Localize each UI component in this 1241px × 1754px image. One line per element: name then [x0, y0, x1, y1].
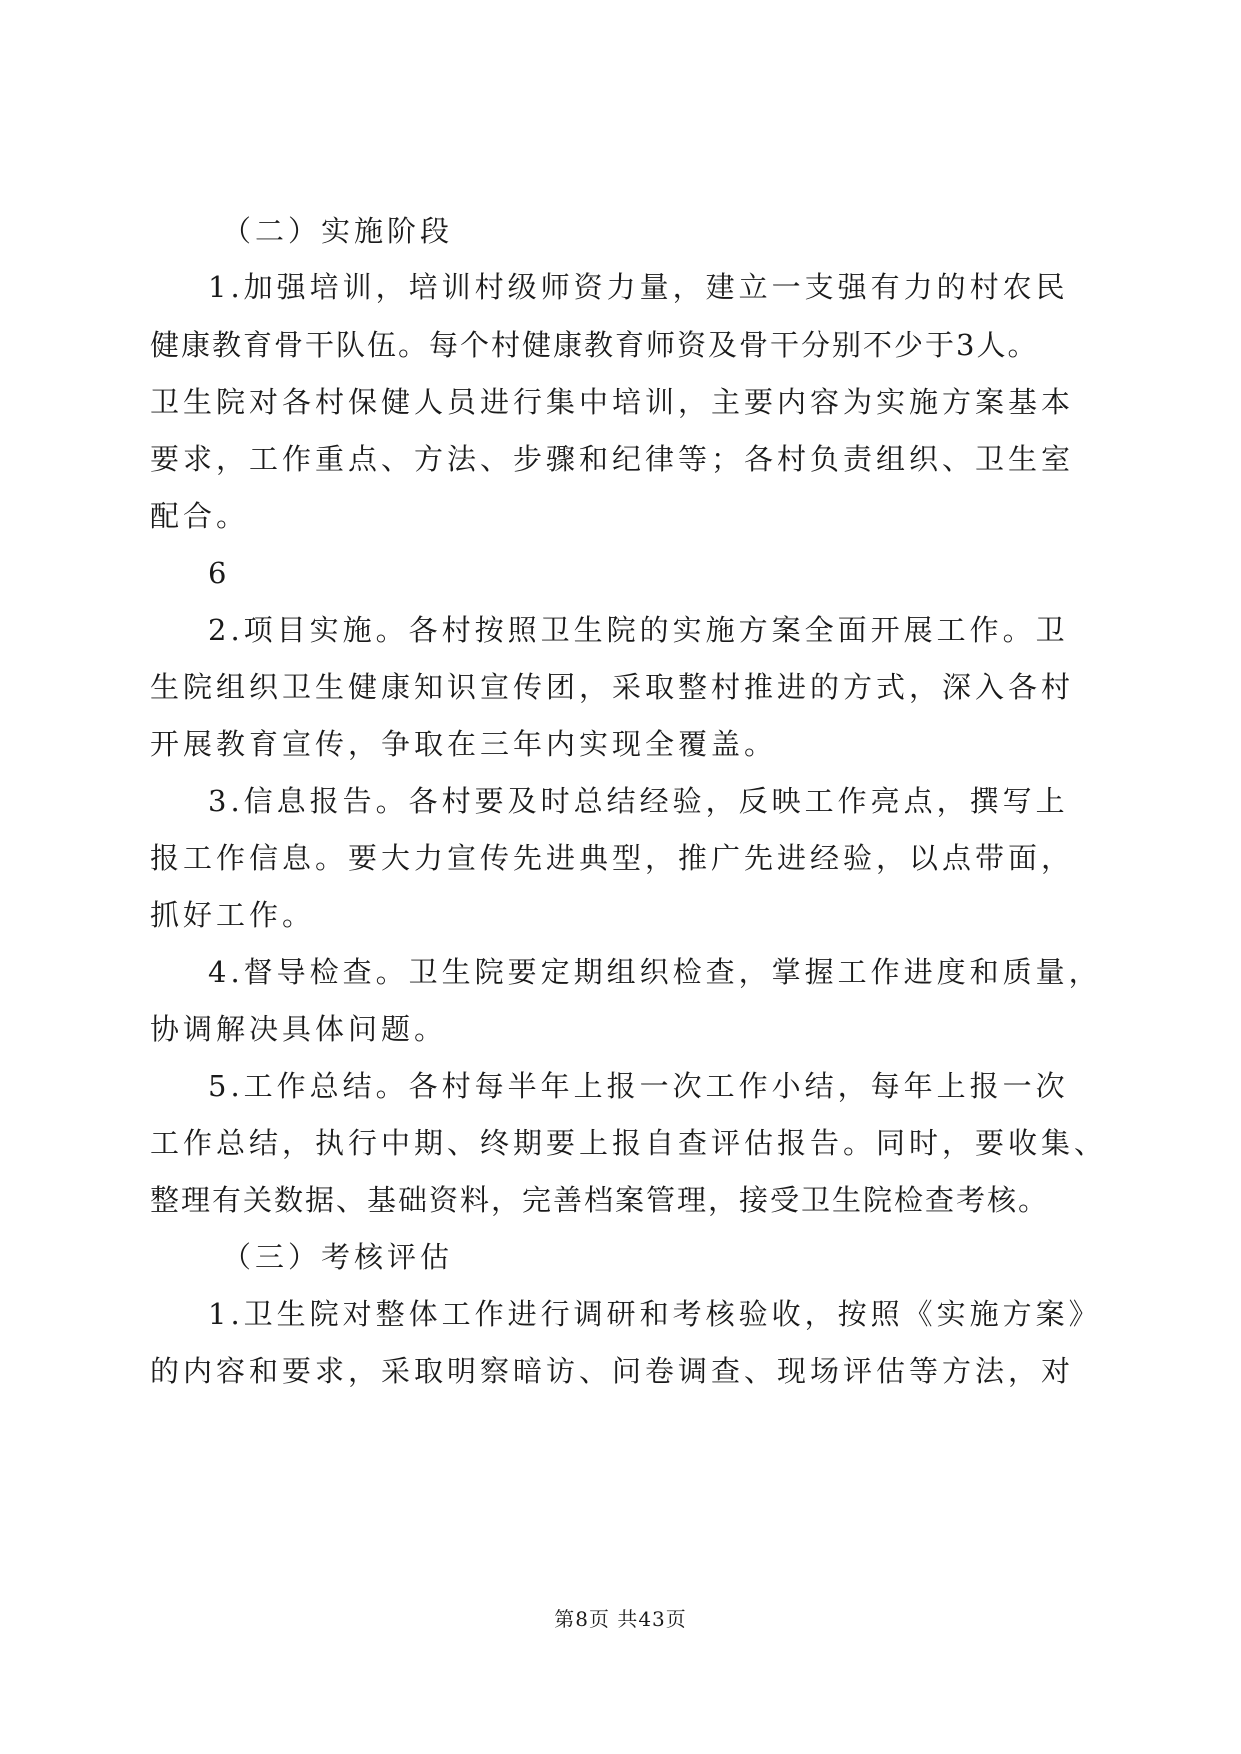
paragraph-line: 开展教育宣传，争取在三年内实现全覆盖。 [150, 727, 778, 761]
paragraph-line: 5.工作总结。各村每半年上报一次工作小结，每年上报一次 [208, 1069, 1069, 1103]
section-heading-assessment: （三）考核评估 [222, 1240, 454, 1274]
paragraph-line: 1.加强培训，培训村级师资力量，建立一支强有力的村农民 [208, 270, 1069, 304]
paragraph-line: 生院组织卫生健康知识宣传团，采取整村推进的方式，深入各村 [150, 670, 1075, 704]
paragraph-line: 抓好工作。 [150, 898, 316, 932]
paragraph-line: 健康教育骨干队伍。每个村健康教育师资及骨干分别不少于3人。 [150, 328, 1039, 362]
section-heading-implementation: （二）实施阶段 [222, 214, 454, 248]
paragraph-line: 3.信息报告。各村要及时总结经验，反映工作亮点，撰写上 [208, 784, 1069, 818]
paragraph-line: 的内容和要求，采取明察暗访、问卷调查、现场评估等方法，对 [150, 1354, 1075, 1388]
paragraph-line: 协调解决具体问题。 [150, 1012, 448, 1046]
paragraph-line: 工作总结，执行中期、终期要上报自查评估报告。同时，要收集、 [150, 1126, 1108, 1160]
page-number-marker: 6 [208, 556, 231, 590]
paragraph-line: 1.卫生院对整体工作进行调研和考核验收，按照《实施方案》 [208, 1297, 1102, 1331]
paragraph-line: 2.项目实施。各村按照卫生院的实施方案全面开展工作。卫 [208, 613, 1069, 647]
paragraph-line: 卫生院对各村保健人员进行集中培训，主要内容为实施方案基本 [150, 385, 1075, 419]
paragraph-line: 要求，工作重点、方法、步骤和纪律等；各村负责组织、卫生室 [150, 442, 1075, 476]
paragraph-line: 整理有关数据、基础资料，完善档案管理，接受卫生院检查考核。 [150, 1183, 1050, 1217]
page-footer: 第8页 共43页 [554, 1607, 687, 1631]
paragraph-line: 配合。 [150, 499, 250, 533]
paragraph-line: 4.督导检查。卫生院要定期组织检查，掌握工作进度和质量， [208, 955, 1102, 989]
paragraph-line: 报工作信息。要大力宣传先进典型，推广先进经验，以点带面， [150, 841, 1075, 875]
